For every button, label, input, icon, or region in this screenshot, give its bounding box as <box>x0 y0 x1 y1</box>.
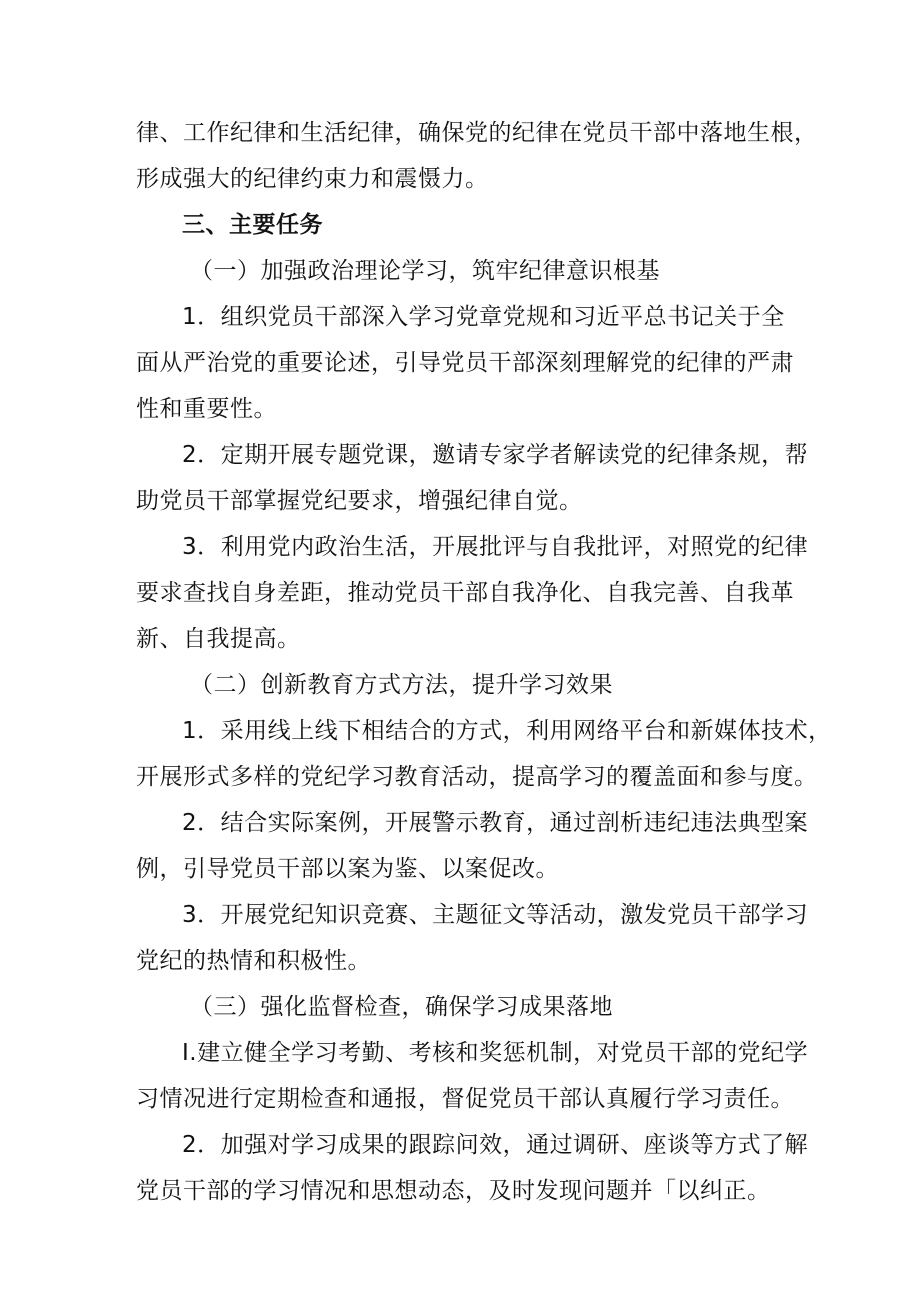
list-item-line: 3．开展党纪知识竞赛、主题征文等活动，激发党员干部学习 <box>182 902 809 928</box>
list-item-line: I.建立健全学习考勤、考核和奖惩机制，对党员干部的党纪学 <box>182 1040 809 1066</box>
list-item-line: 2．加强对学习成果的跟踪问效，通过调研、座谈等方式了解 <box>182 1132 809 1158</box>
list-item-line: 1．采用线上线下相结合的方式，利用网络平台和新媒体技术， <box>182 718 832 744</box>
list-item-line: 1．组织党员干部深入学习党章党规和习近平总书记关于全 <box>182 304 785 330</box>
body-text-line: 党员干部的学习情况和思想动态，及时发现问题并「以纠正。 <box>136 1178 771 1204</box>
body-text-line: 开展形式多样的党纪学习教育活动，提高学习的覆盖面和参与度。 <box>136 764 818 790</box>
subsection-heading: （二）创新教育方式方法，提升学习效果 <box>190 672 613 698</box>
subsection-heading: （一）加强政治理论学习，筑牢纪律意识根基 <box>190 258 660 284</box>
subsection-heading: （三）强化监督检查，确保学习成果落地 <box>190 994 613 1020</box>
body-text-line: 形成强大的纪律约束力和震慑力。 <box>136 166 489 192</box>
body-text-line: 习情况进行定期检查和通报，督促党员干部认真履行学习责任。 <box>136 1086 794 1112</box>
list-item-line: 2．定期开展专题党课，邀请专家学者解读党的纪律条规，帮 <box>182 442 809 468</box>
list-item-line: 2．结合实际案例，开展警示教育，通过剖析违纪违法典型案 <box>182 810 809 836</box>
body-text-line: 新、自我提高。 <box>136 626 301 652</box>
body-text-line: 党纪的热情和积极性。 <box>136 948 371 974</box>
body-text-line: 性和重要性。 <box>136 396 277 422</box>
section-heading: 三、主要任务 <box>182 212 323 238</box>
body-text-line: 律、工作纪律和生活纪律，确保党的纪律在党员干部中落地生根， <box>136 120 818 146</box>
body-text-line: 要求查找自身差距，推动党员干部自我净化、自我完善、自我革 <box>136 580 794 606</box>
body-text-line: 助党员干部掌握党纪要求，增强纪律自觉。 <box>136 488 583 514</box>
body-text-line: 面从严治党的重要论述，引导党员干部深刻理解党的纪律的严肃 <box>136 350 794 376</box>
body-text-line: 例，引导党员干部以案为鉴、以案促改。 <box>136 856 559 882</box>
list-item-line: 3．利用党内政治生活，开展批评与自我批评，对照党的纪律 <box>182 534 809 560</box>
